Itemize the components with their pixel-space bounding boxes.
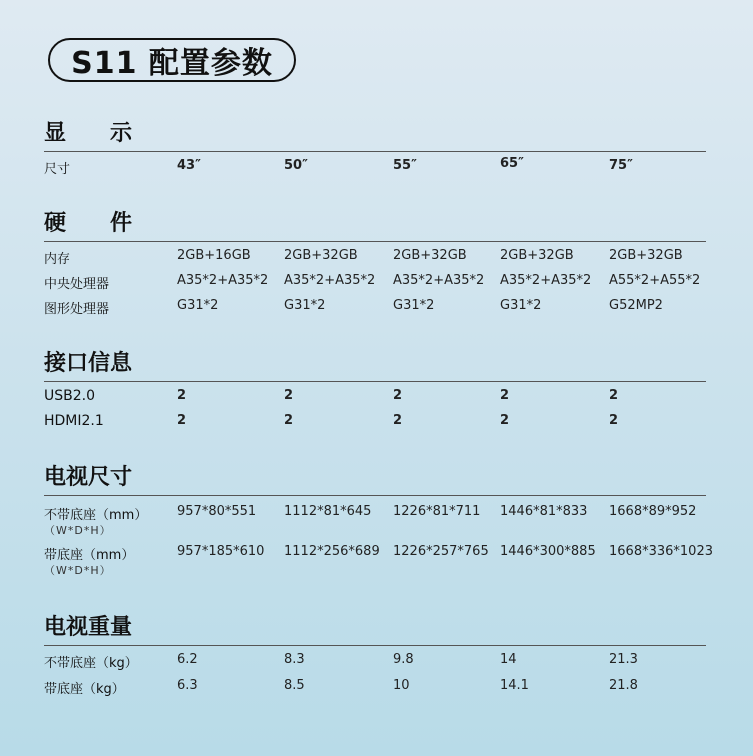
cell: 1668*336*1023 [609,544,713,559]
row-label: 不带底座（kg） [44,656,138,671]
cell: G52MP2 [609,298,663,313]
cell: 957*185*610 [177,544,265,559]
cell: G31*2 [500,298,542,313]
cell: A35*2+A35*2 [393,273,485,288]
cell: G31*2 [393,298,435,313]
cell: 1226*81*711 [393,504,481,519]
cell: 1446*300*885 [500,544,596,559]
section-title-text: 电视重量 [44,615,133,640]
cell: 2 [177,388,187,403]
section-title-text: 电视尺寸 [44,465,133,490]
cell: 55″ [393,158,417,173]
section-title [44,118,706,150]
cell: A55*2+A55*2 [609,273,701,288]
cell: 50″ [284,158,308,173]
cell: A35*2+A35*2 [500,273,592,288]
cell: 6.3 [177,678,198,693]
row-label: 内存 [44,252,71,267]
row-label: USB2.0 [44,388,96,404]
cell: 1112*256*689 [284,544,380,559]
row-label: 不带底座（mm） [44,508,148,523]
section-title-char: 示 [110,121,133,146]
section-weight [44,612,706,697]
divider [44,151,706,152]
cell: 1446*81*833 [500,504,588,519]
cell: 2GB+32GB [500,248,574,263]
row-label: HDMI2.1 [44,413,104,429]
divider [44,495,706,496]
cell: 1226*257*765 [393,544,489,559]
cell: 9.8 [393,652,414,667]
cell: 2 [500,413,510,428]
cell: 2 [284,413,294,428]
cell: A35*2+A35*2 [284,273,376,288]
cell: 2 [177,413,187,428]
cell: 8.3 [284,652,305,667]
cell: 2GB+32GB [284,248,358,263]
cell: 2GB+32GB [609,248,683,263]
cell: 75″ [609,158,633,173]
section-title [44,462,706,494]
section-dimensions [44,462,713,582]
section-hardware [44,208,706,318]
cell: 14.1 [500,678,529,693]
row-sublabel: （W*D*H） [44,564,112,577]
section-title-char: 件 [110,211,133,236]
row-label: 中央处理器 [44,277,110,292]
divider [44,381,706,382]
cell: 2GB+16GB [177,248,251,263]
cell: 43″ [177,158,201,173]
cell: 2 [393,388,403,403]
row-label: 尺寸 [44,162,71,177]
section-ports [44,348,706,433]
cell: 21.8 [609,678,638,693]
page-title: S11 配置参数 [48,38,296,82]
section-title-char: 显 [44,121,67,146]
cell: 10 [393,678,410,693]
cell: 21.3 [609,652,638,667]
section-title [44,348,706,380]
section-title-text: 接口信息 [44,351,133,376]
section-title [44,612,706,644]
cell: 14 [500,652,517,667]
cell: 2GB+32GB [393,248,467,263]
cell: 8.5 [284,678,305,693]
row-label: 带底座（kg） [44,682,125,697]
cell: A35*2+A35*2 [177,273,269,288]
row-sublabel: （W*D*H） [44,524,112,537]
section-title [44,208,706,240]
divider [44,241,706,242]
section-title-char: 硬 [44,211,67,236]
section-display [44,118,706,178]
row-label: 带底座（mm） [44,548,135,563]
cell: G31*2 [177,298,219,313]
cell: 2 [609,413,619,428]
cell: 957*80*551 [177,504,257,519]
divider [44,645,706,646]
cell: 2 [393,413,403,428]
cell: 1112*81*645 [284,504,372,519]
cell: 2 [500,388,510,403]
cell: 6.2 [177,652,198,667]
row-label: 图形处理器 [44,302,110,317]
cell: 1668*89*952 [609,504,697,519]
cell: 2 [609,388,619,403]
cell: 65″ [500,156,524,171]
cell: 2 [284,388,294,403]
cell: G31*2 [284,298,326,313]
